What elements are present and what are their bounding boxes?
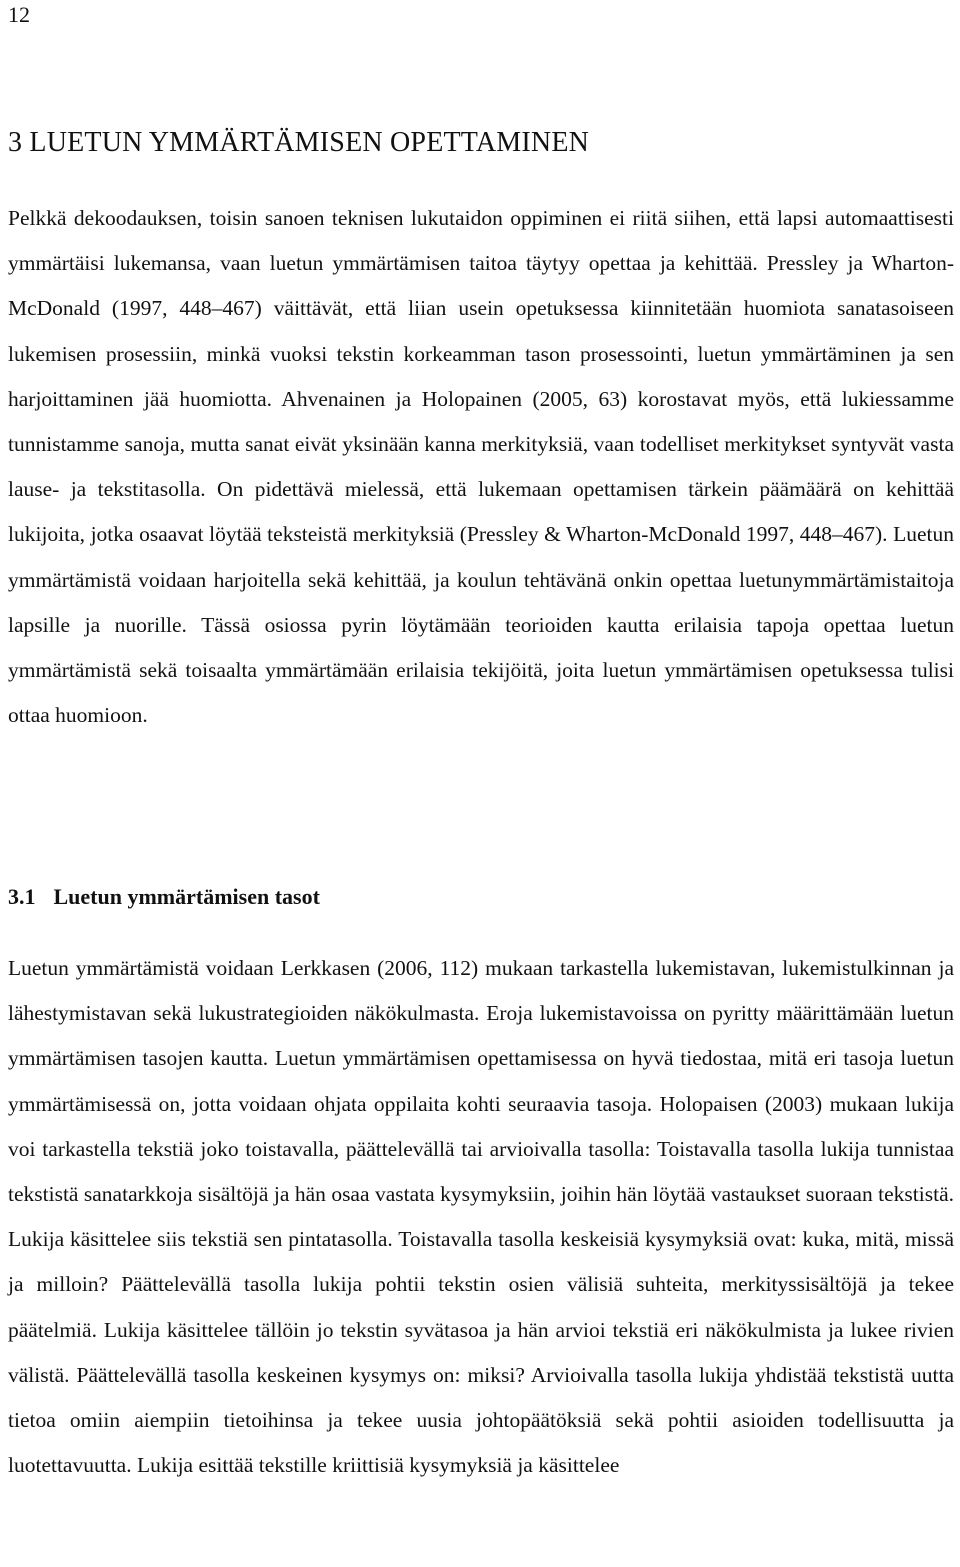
chapter-title: 3 LUETUN YMMÄRTÄMISEN OPETTAMINEN bbox=[8, 127, 590, 158]
intro-paragraph: Pelkkä dekoodauksen, toisin sanoen teknisen lukutaidon oppiminen ei riitä siihen, että lapsi automaattisesti ymmärtäisi lukemansa, vaan luetun ymmärtämisen taitoa täytyy opettaa ja kehittää. Pressley ja Wharton-McDonald (1997, 448–467) väittävät, että liian usein opetuksessa kiinnitetään huomiota sanatasoiseen lukemisen prosessiin, minkä vuoksi tekstin korkeamman tason prosessointi, luetun ymmärtäminen ja sen harjoittaminen jää huomiotta. Ahvenainen ja Holopainen (2005, 63) korostavat myös, että lukiessamme tunnistamme sanoja, mutta sanat eivät yksinään kanna merkityksiä, vaan todelliset merkitykset syntyvät vasta lause- ja tekstitasolla. On pidettävä mielessä, että lukemaan opettamisen tärkein päämäärä on kehittää lukijoita, jotka osaavat löytää teksteistä merkityksiä (Pressley & Wharton-McDonald 1997, 448–467). Luetun ymmärtämistä voidaan harjoitella sekä kehittää, ja koulun tehtävänä onkin opettaa luetunymmärtämistaitoja lapsille ja nuorille. Tässä osiossa pyrin löytämään teorioiden kautta erilaisia tapoja opettaa luetun ymmärtämistä sekä toisaalta ymmärtämään erilaisia tekijöitä, joita luetun ymmärtämisen opetuksessa tulisi ottaa huomioon. bbox=[8, 206, 954, 728]
section-number: 3.1 bbox=[8, 884, 36, 909]
page-number: 12 bbox=[8, 2, 30, 27]
section-title: Luetun ymmärtämisen tasot bbox=[53, 884, 320, 909]
section-paragraph: Luetun ymmärtämistä voidaan Lerkkasen (2006, 112) mukaan tarkastella lukemistavan, lukemistulkinnan ja lähestymistavan sekä lukustrategioiden näkökulmasta. Eroja lukemistavoissa on pyritty määrittämään luetun ymmärtämisen tasojen kautta. Luetun ymmärtämisen opettamisessa on hyvä tiedostaa, mitä eri tasoja luetun ymmärtämisessä on, jotta voidaan ohjata oppilaita kohti seuraavia tasoja. Holopaisen (2003) mukaan lukija voi tarkastella tekstiä joko toistavalla, päättelevällä tai arvioivalla tasolla: Toistavalla tasolla lukija tunnistaa tekstistä sanatarkkoja sisältöjä ja hän osaa vastata kysymyksiin, joihin hän löytää vastaukset suoraan tekstistä. Lukija käsittelee siis tekstiä sen pintatasolla. Toistavalla tasolla keskeisiä kysymyksiä ovat: kuka, mitä, missä ja milloin? Päättelevällä tasolla lukija pohtii tekstin osien välisiä suhteita, merkityssisältöjä ja tekee päätelmiä. Lukija käsittelee tällöin jo tekstin syvätasoa ja hän arvioi tekstiä eri näkökulmista ja lukee rivien välistä. Päättelevällä tasolla keskeinen kysymys on: miksi? Arvioivalla tasolla lukija yhdistää tekstistä uutta tietoa omiin aiempiin tietoihinsa ja tekee uusia johtopäätöksiä sekä pohtii asioiden todellisuutta ja luotettavuutta. Lukija esittää tekstille kriittisiä kysymyksiä ja käsittelee bbox=[8, 956, 954, 1478]
section-heading bbox=[8, 884, 320, 910]
